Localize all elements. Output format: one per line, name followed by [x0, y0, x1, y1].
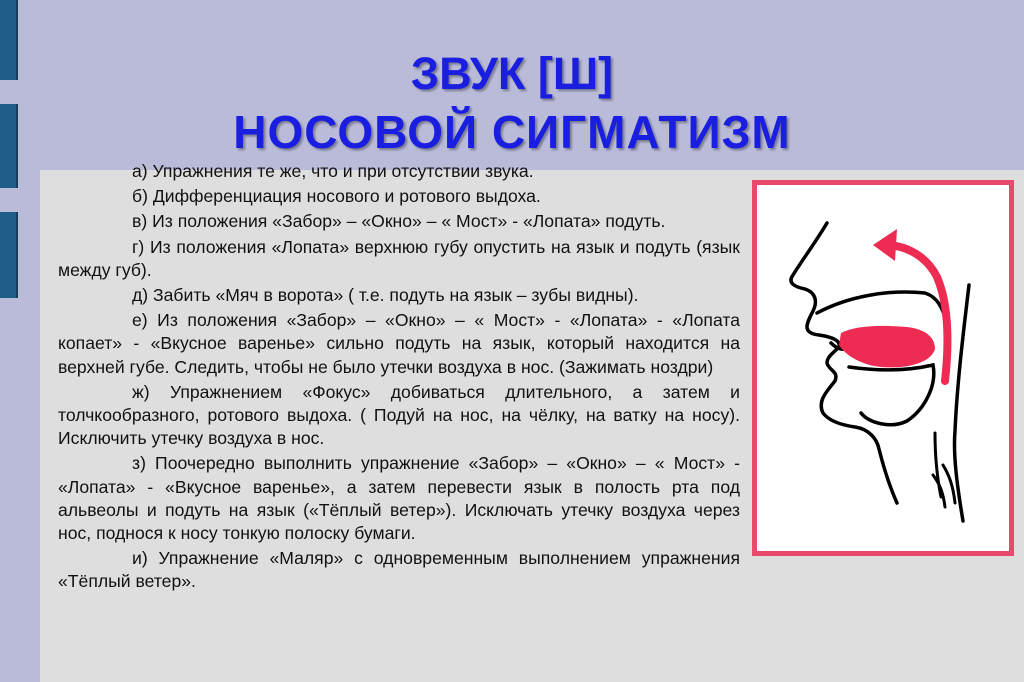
exercise-i: и) Упражнение «Маляр» с одновременным выполнением упражнения «Тёплый ветер».: [58, 548, 740, 592]
exercise-a: а) Упражнения те же, что и при отсутствии звука.: [132, 161, 534, 181]
articulation-diagram: [752, 180, 1014, 556]
exercise-b: б) Дифференциация носового и ротового выдоха.: [132, 186, 541, 207]
exercise-list: [58, 160, 740, 596]
exercise-zh: ж) Упражнением «Фокус» добиваться длительного, а затем и толчкообразного, ротового выдоха. ( Подуй на нос, на чёлку, на ватку на носу). Исключить утечку воздуха в нос.: [58, 381, 740, 449]
exercise-e: е) Из положения «Забор» – «Окно» – « Мост» - «Лопата» - «Лопата копает» - «Вкусное варенье» сильно подуть на язык, который находится на верхней губе. Следить, чтобы не было утечки воздуха в нос. (Зажимать ноздри): [58, 310, 740, 377]
exercise-d: д) Забить «Мяч в ворота» ( т.е. подуть на язык – зубы видны).: [132, 285, 639, 306]
articulation-profile-illustration: [757, 185, 1009, 551]
airflow-arrow-head: [873, 229, 897, 261]
slide-title-line1: ЗВУК [Ш]: [410, 48, 614, 99]
tongue-shape: [839, 326, 935, 367]
larynx-outline: [933, 433, 955, 507]
palate-outline: [817, 292, 947, 325]
slide-title-line2: НОСОВОЙ СИГМАТИЗМ: [233, 106, 791, 158]
exercise-z: з) Поочередно выполнить упражнение «Забор» – «Окно» – « Мост» - «Лопата» - «Вкусное варенье», а затем перевести язык в полость рта под альвеолы и подуть на язык («Тёплый ветер»). Исключать утечку воздуха через нос, поднося к носу тонкую полоску бумаги.: [58, 453, 740, 544]
pharynx-wall-outline: [954, 285, 969, 521]
jaw-outline: [849, 365, 934, 425]
exercise-g: г) Из положения «Лопата» верхнюю губу опустить на язык и подуть (язык между губ).: [58, 236, 740, 280]
side-tab-3: [0, 212, 18, 298]
exercise-v: в) Из положения «Забор» – «Окно» – « Мост» - «Лопата» подуть.: [132, 211, 666, 232]
